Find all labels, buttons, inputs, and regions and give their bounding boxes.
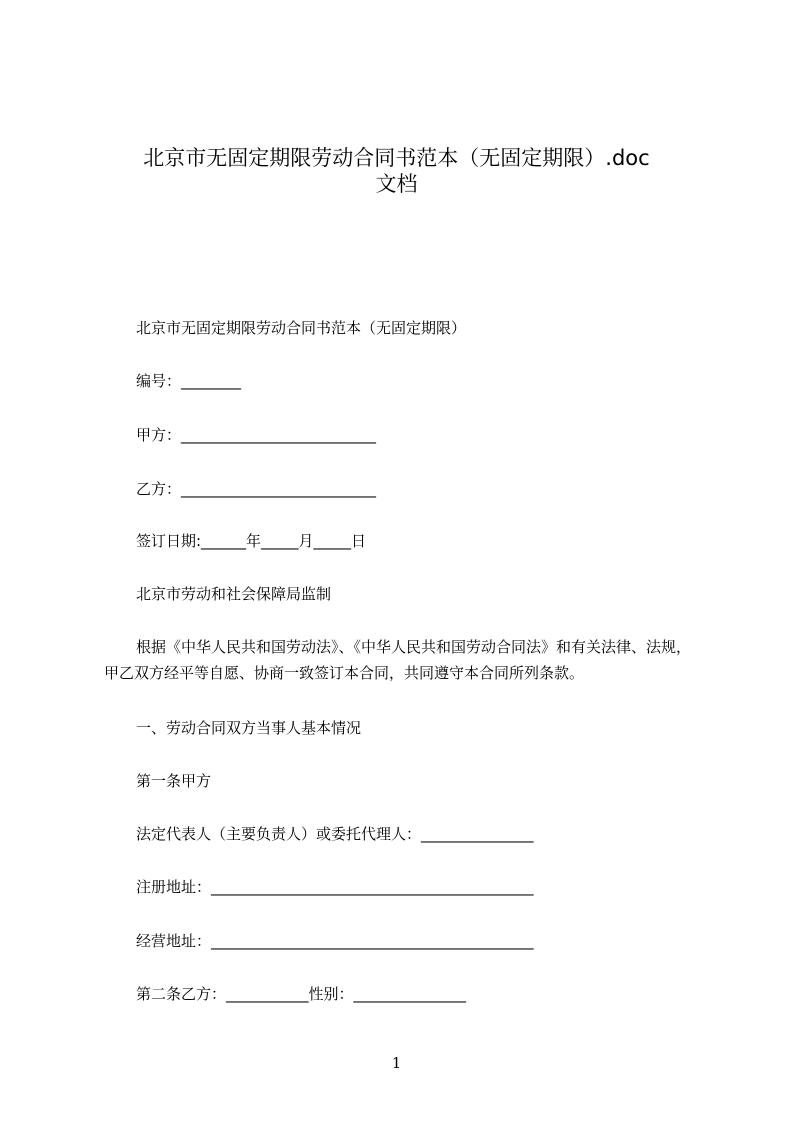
article-one-heading: 第一条甲方 [136, 772, 212, 790]
legal-representative-line: 法定代表人（主要负责人）或委托代理人：_______________ [136, 825, 534, 843]
article-two-line: 第二条乙方：___________性别：_______________ [136, 985, 467, 1003]
preamble-paragraph: 根据《中华人民共和国劳动法》、《中华人民共和国劳动合同法》和有关法律、法规，甲乙双方经平等自愿、协商一致签订本合同，共同遵守本合同所列条款。 [104, 638, 692, 682]
section-one-heading: 一、劳动合同双方当事人基本情况 [136, 719, 362, 737]
party-b-line: 乙方：__________________________ [136, 480, 377, 498]
page-number: 1 [391, 1054, 402, 1072]
document-title-continued: 文档 [375, 172, 418, 196]
business-address-line: 经营地址：___________________________________________ [136, 932, 534, 950]
signing-date-line: 签订日期:______年_____月_____日 [136, 532, 367, 550]
document-title: 北京市无固定期限劳动合同书范本（无固定期限）.doc [143, 146, 650, 170]
party-a-line: 甲方：__________________________ [136, 426, 377, 444]
registered-address-line: 注册地址：___________________________________________ [136, 878, 534, 896]
supervisor-line: 北京市劳动和社会保障局监制 [136, 585, 332, 603]
contract-heading: 北京市无固定期限劳动合同书范本（无固定期限） [136, 319, 467, 337]
contract-number-line: 编号：________ [136, 372, 242, 390]
